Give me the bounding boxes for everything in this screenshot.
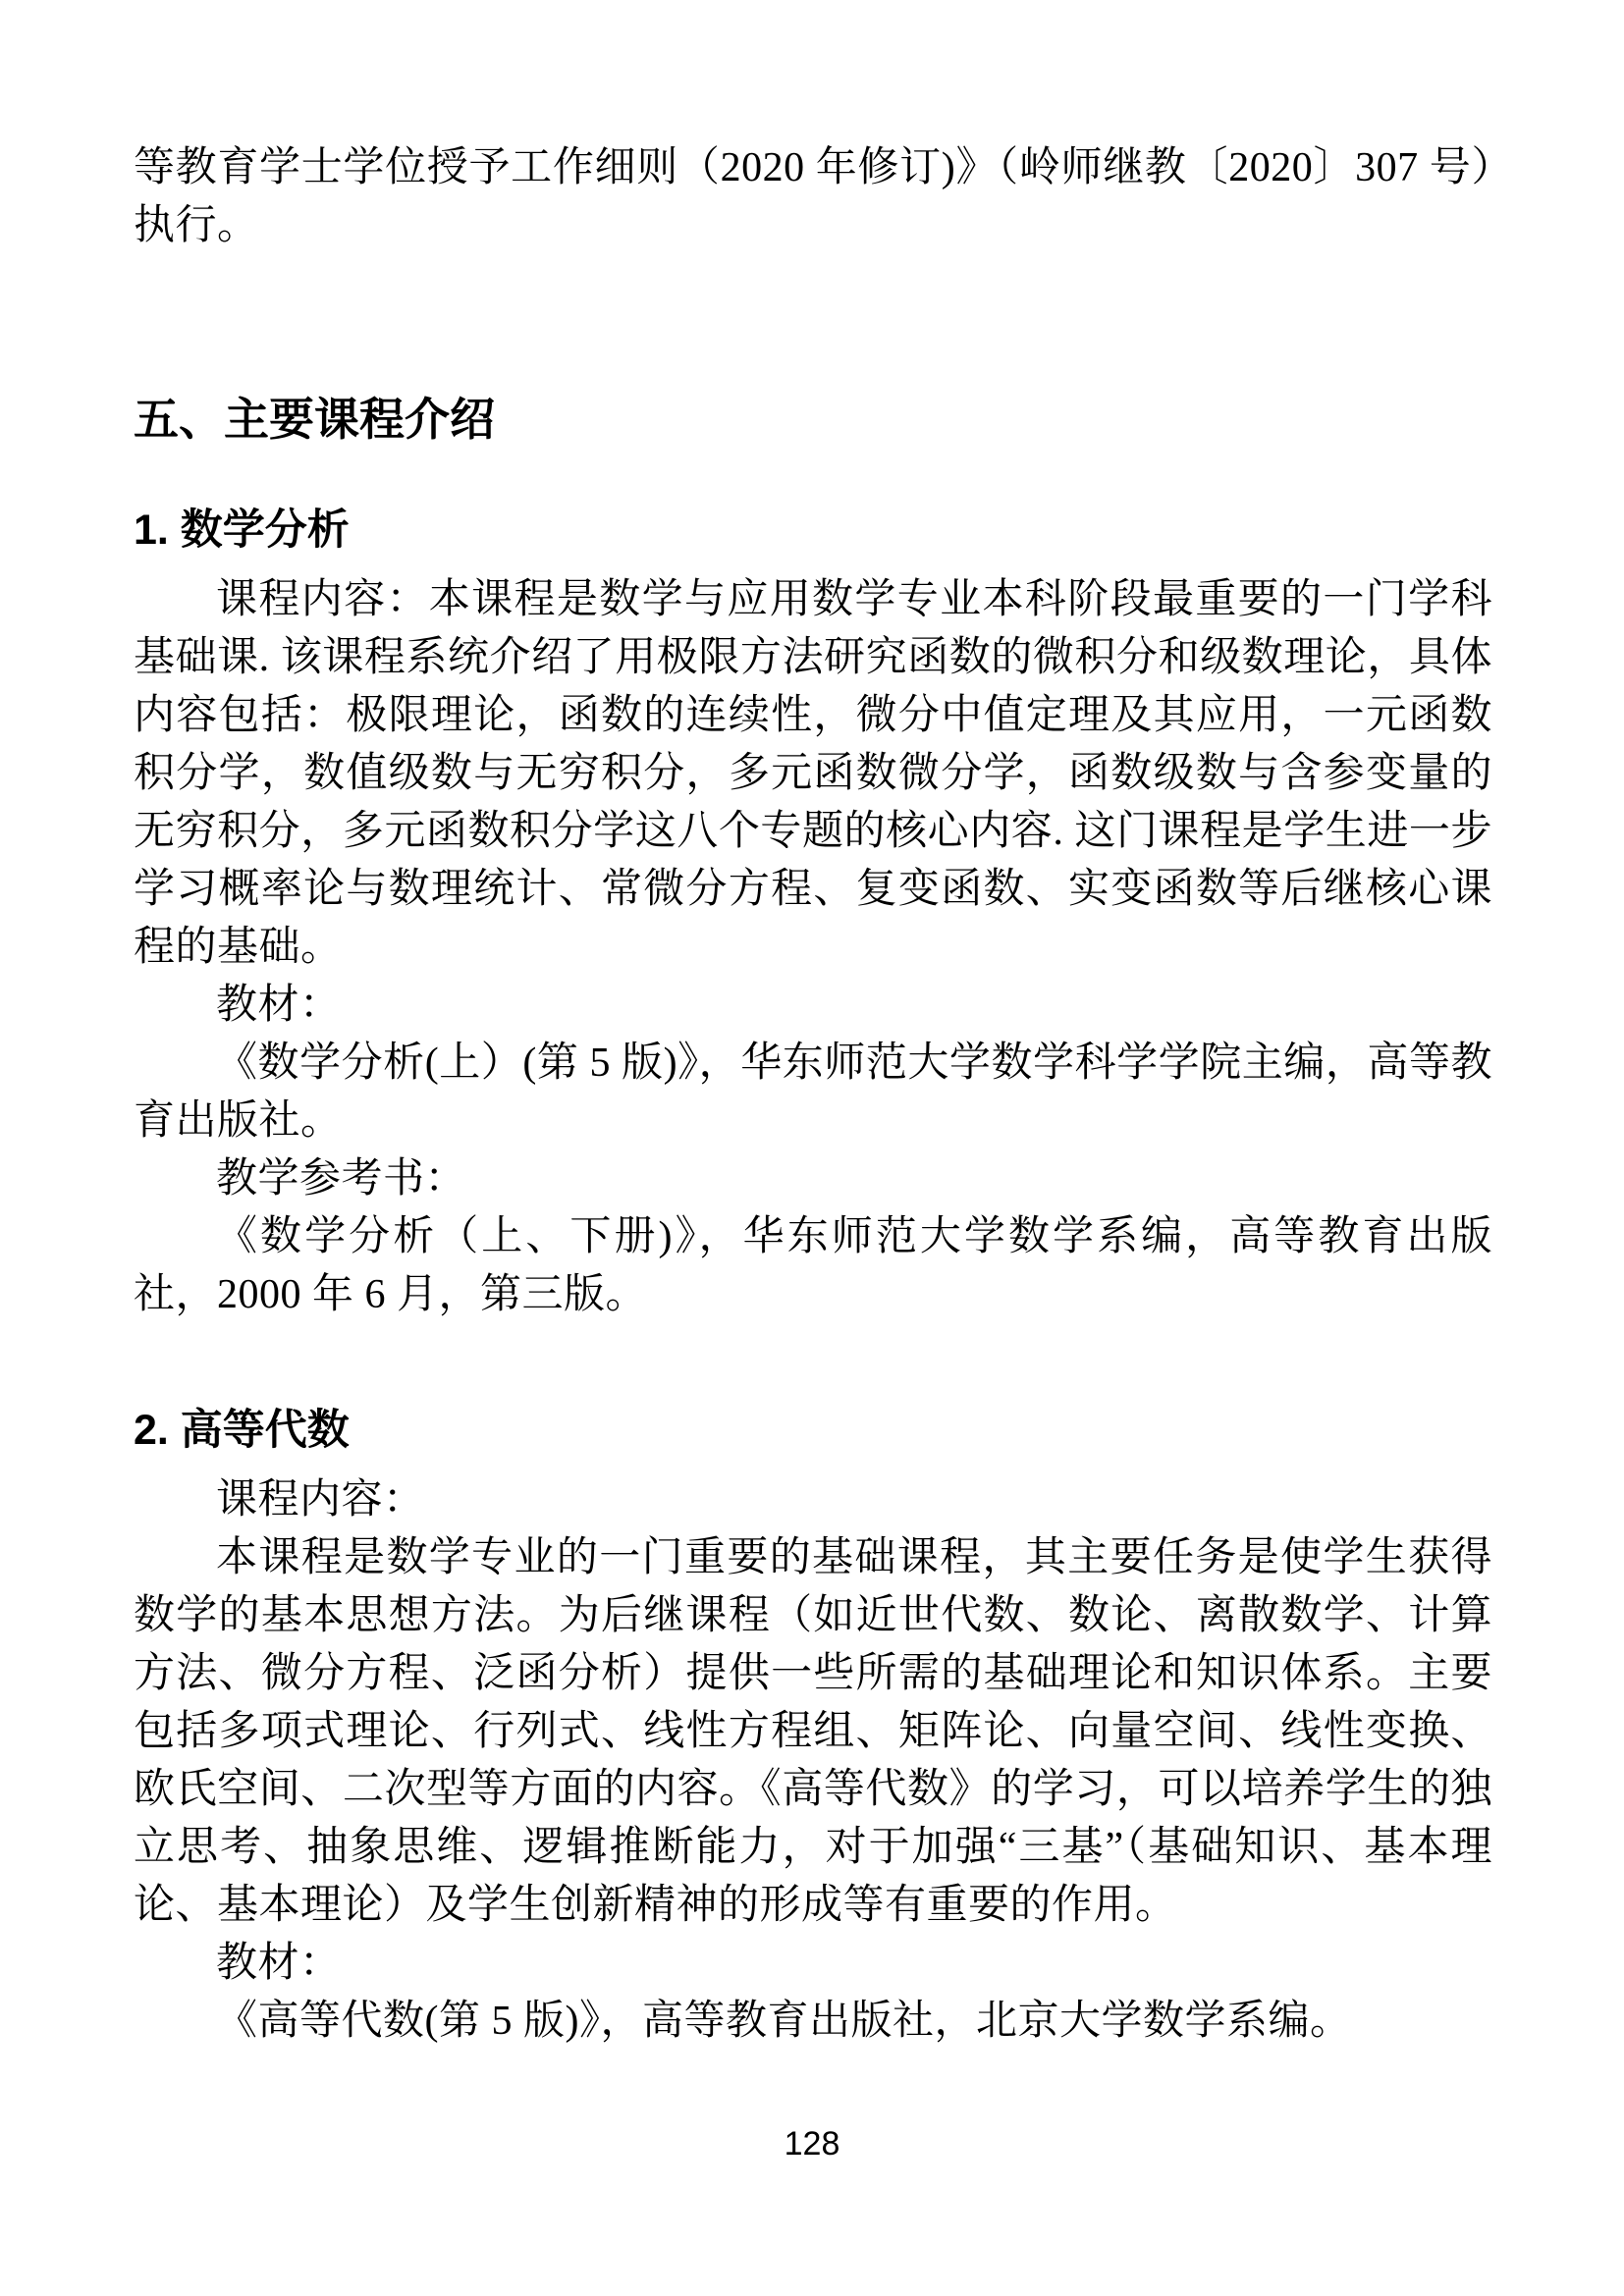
course-1-reference-label: 教学参考书： — [216, 1156, 467, 1201]
course-1-textbook-label: 教材： — [216, 983, 342, 1028]
course-2-textbook-label: 教材： — [216, 1941, 342, 1986]
continuation-paragraph: 等教育学士学位授予工作细则（2020 年修订)》（岭师继教〔2020〕307 号）执行。 — [134, 145, 1492, 248]
course-1-reference-entry: 《数学分析（上、下册)》，华东师范大学数学系编，高等教育出版社，2000 年 6 月，第三版。 — [134, 1214, 1492, 1317]
course-2-heading: 2. 高等代数 — [134, 1407, 350, 1454]
course-1-textbook-entry: 《数学分析(上）(第 5 版)》，华东师范大学数学科学学院主编，高等教育出版社。 — [134, 1041, 1492, 1144]
course-2-content-paragraph: 本课程是数学专业的一门重要的基础课程，其主要任务是使学生获得数学的基本思想方法。为后继课程（如近世代数、数论、离散数学、计算方法、微分方程、泛函分析）提供一些所需的基础理论和知识体系。主要包括多项式理论、行列式、线性方程组、矩阵论、向量空间、线性变换、欧氏空间、二次型等方面的内容。《高等代数》的学习，可以培养学生的独立思考、抽象思维、逻辑推断能力，对于加强“三基”（基础知识、基本理论、基本理论）及学生创新精神的形成等有重要的作用。 — [134, 1535, 1492, 1928]
page-number: 128 — [784, 2125, 840, 2163]
course-2-textbook-entry: 《高等代数(第 5 版)》，高等教育出版社，北京大学数学系编。 — [216, 1999, 1352, 2044]
course-1-content-paragraph: 课程内容：本课程是数学与应用数学专业本科阶段最重要的一门学科基础课. 该课程系统介绍了用极限方法研究函数的微积分和级数理论，具体内容包括：极限理论，函数的连续性，微分中值定理及其应用，一元函数积分学，数值级数与无穷积分，多元函数微分学，函数级数与含参变量的无穷积分，多元函数积分学这八个专题的核心内容. 这门课程是学生进一步学习概率论与数理统计、常微分方程、复变函数、实变函数等后继核心课程的基础。 — [134, 577, 1492, 970]
section-heading: 五、主要课程介绍 — [134, 394, 495, 445]
course-1-heading: 1. 数学分析 — [134, 507, 350, 554]
course-2-content-label: 课程内容： — [216, 1477, 425, 1522]
